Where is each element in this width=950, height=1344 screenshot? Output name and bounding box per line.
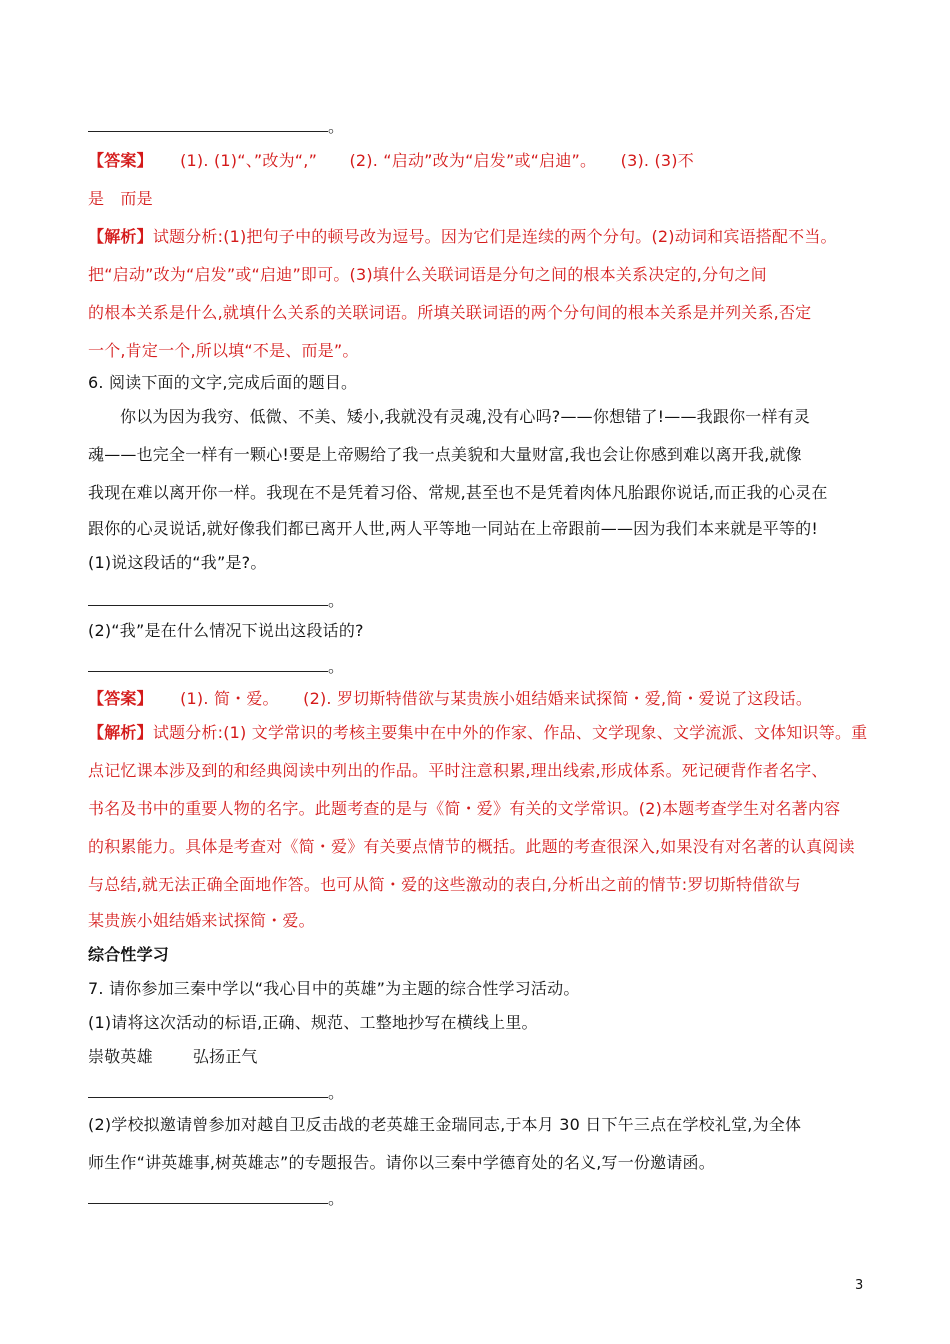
blank-underline [88,1189,328,1204]
analysis-text: 的积累能力。具体是考查对《简・爱》有关要点情节的概括。此题的考查很深入,如果没有对名著的认真阅读 [88,837,855,856]
answer-block-6 [88,688,868,710]
analysis-label: 【解析】 [88,227,153,246]
section-heading: 综合性学习 [88,945,170,964]
page-number: 3 [855,1278,864,1293]
blank-underline [88,591,328,606]
analysis-text: 的根本关系是什么,就填什么关系的关联词语。所填关联词语的两个分句间的根本关系是并列关系,否定 [88,303,812,322]
analysis-text: 书名及书中的重要人物的名字。此题考查的是与《简・爱》有关的文学常识。(2)本题考查学生对名著内容 [88,799,841,818]
answer-text: (1). (1)“、”改为“,” (2). “启动”改为“启发”或“启迪”。 (3). (3)不 [180,151,694,170]
blank-underline [88,1083,328,1098]
answer-block-5 [88,150,868,172]
slogan-part: 弘扬正气 [192,1047,258,1066]
analysis-text: 一个,肯定一个,所以填“不是、而是”。 [88,341,359,360]
answer-blank-line: 。 [88,1082,868,1104]
blank-underline [88,657,328,672]
answer-blank-line: 。 [88,1188,868,1210]
analysis-block-5 [88,226,868,248]
analysis-text: 试题分析:(1) 文学常识的考核主要集中在中外的作家、作品、文学现象、文学流派、文体知识等。重 [152,723,868,742]
question-6-2: (2)“我”是在什么情况下说出这段话的? [88,621,364,640]
analysis-label: 【解析】 [88,723,153,742]
answer-blank-line: 。 [88,116,868,138]
answer-blank-line: 。 [88,656,868,678]
analysis-text: 试题分析:(1)把句子中的顿号改为逗号。因为它们是连续的两个分句。(2)动词和宾语搭配不当。 [152,227,837,246]
answer-label: 【答案】 [88,151,153,170]
analysis-text: 点记忆课本涉及到的和经典阅读中列出的作品。平时注意积累,理出线索,形成体系。死记硬背作者名字、 [88,761,828,780]
answer-label: 【答案】 [88,689,153,708]
question-7-2-continued: 师生作“讲英雄事,树英雄志”的专题报告。请你以三秦中学德育处的名义,写一份邀请函。 [88,1153,715,1172]
analysis-block-6 [88,722,868,744]
blank-underline [88,117,328,132]
analysis-text: 把“启动”改为“启发”或“启迪”即可。(3)填什么关联词语是分句之间的根本关系决定的,分句之间 [88,265,767,284]
answer-text: (1). 简・爱。 (2). 罗切斯特借欲与某贵族小姐结婚来试探简・爱,简・爱说了这段话。 [180,689,813,708]
question-7: 7. 请你参加三秦中学以“我心目中的英雄”为主题的综合性学习活动。 [88,979,580,998]
analysis-text: 某贵族小姐结婚来试探简・爱。 [88,911,315,930]
slogan-part: 崇敬英雄 [88,1047,153,1066]
question-7-2: (2)学校拟邀请曾参加对越自卫反击战的老英雄王金瑞同志,于本月 30 日下午三点在学校礼堂,为全体 [88,1115,802,1134]
passage-line: 你以为因为我穷、低微、不美、矮小,我就没有灵魂,没有心吗?——你想错了!——我跟你一样有灵 [120,407,811,426]
question-7-1: (1)请将这次活动的标语,正确、规范、工整地抄写在横线上里。 [88,1013,538,1032]
question-6: 6. 阅读下面的文字,完成后面的题目。 [88,373,358,392]
answer-text-continued: 是 而是 [88,189,153,208]
analysis-text: 与总结,就无法正确全面地作答。也可从简・爱的这些激动的表白,分析出之前的情节:罗切斯特借欲与 [88,875,801,894]
passage-line: 魂——也完全一样有一颗心!要是上帝赐给了我一点美貌和大量财富,我也会让你感到难以离开我,就像 [88,445,802,464]
answer-blank-line: 。 [88,590,868,612]
slogan [88,1046,868,1068]
passage-line: 跟你的心灵说话,就好像我们都已离开人世,两人平等地一同站在上帝跟前——因为我们本来就是平等的! [88,519,818,538]
passage-line: 我现在难以离开你一样。我现在不是凭着习俗、常规,甚至也不是凭着肉体凡胎跟你说话,而正我的心灵在 [88,483,828,502]
question-6-1: (1)说这段话的“我”是?。 [88,553,267,572]
